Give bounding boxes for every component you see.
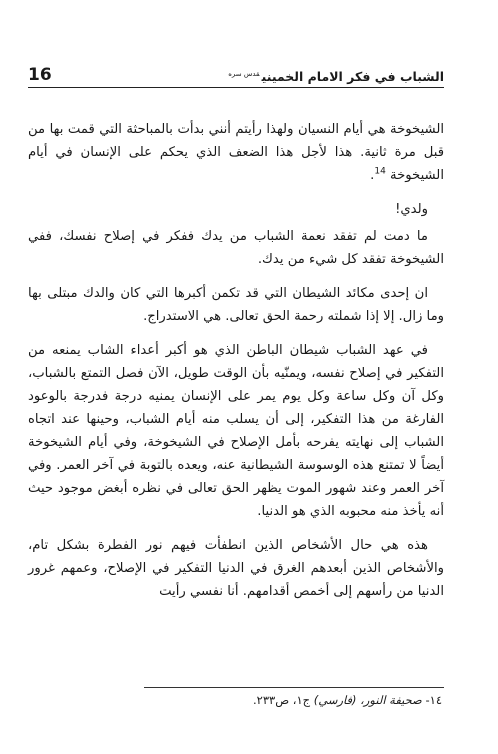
header-rule [28,87,444,88]
footnote-source: صحيفة النور، (فارسي) [313,693,422,707]
body-text [28,118,444,614]
footnote-rule [144,687,444,688]
footnote-number: ١٤- [421,693,442,707]
address-line: ولدي! [395,202,428,217]
paragraph-5: هذه هي حال الأشخاص الذين انطفأت فيهم نور الفطرة بشكل تام، والأشخاص الذين أبعدهم الغرق في الدنيا التفكير في الإصلاح، وعمهم غرور الدنيا من رأسهم إلى أخمص أقدامهم. أنا نفسي رأيت [28,538,444,599]
paragraph-3: ان إحدى مكائد الشيطان التي قد تكمن أكبرها التي كان والدك مبتلى بها وما زال. إلا إذا شملته رحمة الحق تعالى. هي الاستدراج. [28,286,444,324]
footnote [28,692,442,708]
page-header [28,58,444,84]
running-title-text: الشباب في فكر الامام الخميني [261,69,444,85]
paragraph-1 [28,118,444,187]
paragraph-1-end: . [370,168,375,183]
footnote-details: ج١، ص٢٣٣. [253,693,314,707]
footnote-ref[interactable]: 14 [374,166,386,177]
paragraph-4: في عهد الشباب شيطان الباطن الذي هو أكبر أعداء الشاب يمنعه من التفكير في إصلاح نفسه، ويمنّيه بأن الوقت طويل، الآن فصل التمتع بالشباب، وكل آن وكل ساعة وكل يوم يمر على الإنسان يمنيه درجة فدرجة بالوعود الفارغة من هذا التفكير، إلى أن يسلب منه أيام الشباب، وحينها عند اتجاه الشباب إلى نهايته يفرحه بأمل الإصلاح في الشيخوخة، وفي أيام الشيخوخة أيضاً لا تمتنع هذه الوسوسة الشيطانية عنه، ويعده بالتوبة في آخر العمر. وفي آخر العمر وعند شهور الموت يظهر الحق تعالى في نظره أبغض موجود حيث أنه يأخذ منه محبوبه الذي هو الدنيا. [28,343,444,519]
honorific: قدس سره [228,70,260,79]
running-title [228,71,444,84]
paragraph-1-text: الشيخوخة هي أيام النسيان ولهذا رأيتم أنني بدأت بالمباحثة التي قمت بها من قبل مرة ثانية. هذا لأجل هذا الضعف الذي يحكم على الإنسان في أيام الشيخوخة [28,122,444,183]
paragraph-2: ما دمت لم تفقد نعمة الشباب من يدك ففكر في إصلاح نفسك، ففي الشيخوخة تفقد كل شيء من يدك. [28,229,444,267]
page-number: 16 [28,65,52,85]
